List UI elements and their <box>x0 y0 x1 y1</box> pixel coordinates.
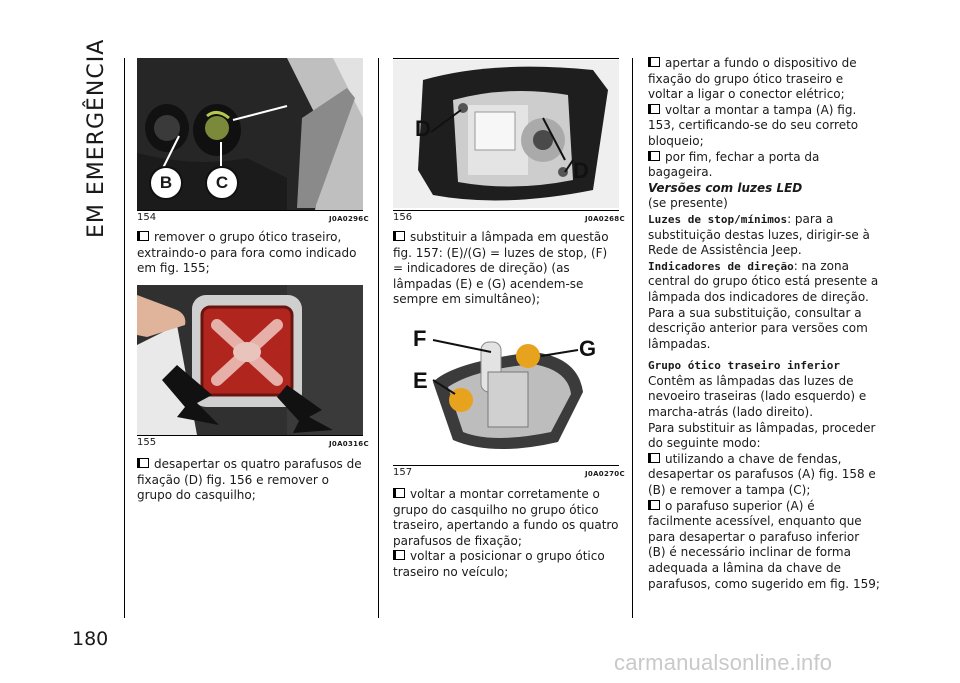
column-divider <box>378 58 379 618</box>
led-note: (se presente) <box>648 196 728 211</box>
figure-rule <box>393 58 619 59</box>
indicator-paragraph: Indicadores de direção: na zona central do grupo ótico está presente a lâmpada dos indicadores de direção. Para a sua substituição, consultar a descrição anterior para versões com lâmpadas. <box>648 258 879 351</box>
figure-label-c: C <box>205 166 239 200</box>
page-number: 180 <box>72 628 109 650</box>
checkbox-bullet-icon <box>137 231 149 241</box>
figure-rule <box>137 210 363 211</box>
watermark: carmanualsonline.info <box>614 650 833 675</box>
figure-155-number: 155 <box>137 437 157 448</box>
figure-156-image <box>393 60 619 208</box>
figure-157-code: J0A0270C <box>585 470 625 478</box>
col2-item1: substituir a lâmpada em questão fig. 157: (E)/(G) = luzes de stop, (F) = indicadores de direção) (as lâmpadas (E) e (G) acendem-se sempre em simultâneo); <box>393 230 609 307</box>
col3-item4: utilizando a chave de fendas, desapertar os parafusos (A) fig. 158 e (B) e remover a tampa (C); <box>648 451 876 498</box>
figure-155-image <box>137 285 363 435</box>
figure-label-b: B <box>149 166 183 200</box>
column-divider <box>632 58 633 618</box>
stop-paragraph: Luzes de stop/mínimos: para a substituição destas luzes, dirigir-se à Rede de Assistência Jeep. <box>648 211 870 258</box>
figure-156-code: J0A0268C <box>585 215 625 223</box>
figure-156-number: 156 <box>393 212 413 223</box>
figure-157-image <box>393 312 619 464</box>
figure-rule <box>137 435 363 436</box>
col3-item5: o parafuso superior (A) é facilmente acessível, enquanto que para desapertar o parafuso inferior (B) é necessário inclinar de forma adequada a lâmina da chave de parafusos, como sugerido em fig. 159; <box>648 498 880 591</box>
checkbox-bullet-icon <box>648 57 660 67</box>
heading-led: Versões com luzes LED <box>648 180 803 195</box>
checkbox-bullet-icon <box>648 104 660 114</box>
figure-157-number: 157 <box>393 467 413 478</box>
col3-item3: por fim, fechar a porta da bagageira. <box>648 149 820 180</box>
col3-item1: apertar a fundo o dispositivo de fixação do grupo ótico traseiro e voltar a ligar o conector elétrico; <box>648 56 857 102</box>
checkbox-bullet-icon <box>393 488 405 498</box>
col1-item2: desapertar os quatro parafusos de fixação (D) fig. 156 e remover o grupo do casquilho; <box>137 457 362 503</box>
figure-label-g: G <box>579 336 597 361</box>
figure-154-code: J0A0296C <box>329 215 369 223</box>
col2-item3: voltar a posicionar o grupo ótico traseiro no veículo; <box>393 549 605 579</box>
figure-rule <box>393 210 619 211</box>
col2-item2: voltar a montar corretamente o grupo do casquilho no grupo ótico traseiro, apertando a fundo os quatro parafusos de fixação; <box>393 487 619 548</box>
checkbox-bullet-icon <box>648 151 660 161</box>
section-title: EM EMERGÊNCIA <box>84 38 109 238</box>
lower-paragraph-1: Contêm as lâmpadas das luzes de nevoeiro traseiras (lado esquerdo) e marcha-atrás (lado direito). <box>648 373 867 420</box>
lower-paragraph-2: Para substituir as lâmpadas, proceder do seguinte modo: <box>648 420 876 451</box>
figure-rule <box>393 465 619 466</box>
checkbox-bullet-icon <box>137 458 149 468</box>
figure-label-e: E <box>413 368 428 393</box>
col3-item2: voltar a montar a tampa (A) fig. 153, certificando-se do seu correto bloqueio; <box>648 102 859 148</box>
col3-text <box>648 56 880 592</box>
column-divider <box>124 58 125 618</box>
heading-lower-group: Grupo ótico traseiro inferior <box>648 359 841 373</box>
col1-item1: remover o grupo ótico traseiro, extraindo-o para fora como indicado em fig. 155; <box>137 230 357 276</box>
checkbox-bullet-icon <box>393 550 405 560</box>
figure-154-number: 154 <box>137 212 157 223</box>
figure-label-f: F <box>413 326 427 351</box>
figure-label-d: D <box>573 158 589 183</box>
col2-items <box>393 487 621 581</box>
figure-155-code: J0A0316C <box>329 440 369 448</box>
checkbox-bullet-icon <box>648 453 660 463</box>
checkbox-bullet-icon <box>393 231 405 241</box>
checkbox-bullet-icon <box>648 500 660 510</box>
figure-label-d: D <box>415 116 431 141</box>
figure-154-image <box>137 58 363 210</box>
